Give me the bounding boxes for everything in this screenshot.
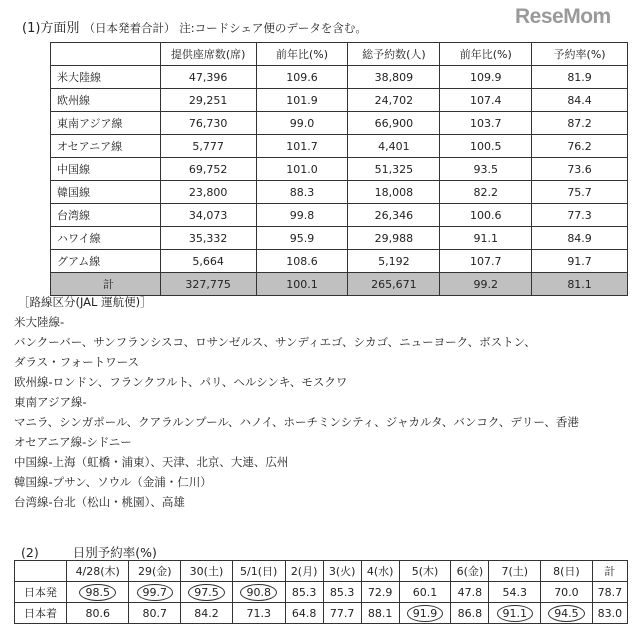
route-value-cell: 81.9 bbox=[532, 66, 628, 89]
daily-table-date-cell: 5/1(日) bbox=[232, 561, 285, 582]
daily-value: 77.7 bbox=[329, 606, 355, 620]
route-value-cell: 100.6 bbox=[440, 204, 532, 227]
route-value-cell: 29,988 bbox=[348, 227, 440, 250]
route-value-cell: 69,752 bbox=[160, 158, 256, 181]
daily-table-body bbox=[15, 582, 628, 624]
daily-value-cell bbox=[232, 582, 285, 603]
note-line: マニラ、シンガポール、クアラルンプール、ハノイ、ホーチミンシティ、ジャカルタ、バンコク、デリー、香港 bbox=[14, 415, 579, 429]
route-table-header-cell: 提供座席数(席) bbox=[160, 43, 256, 66]
route-value-cell: 99.8 bbox=[256, 204, 348, 227]
route-name-cell: グアム線 bbox=[51, 250, 161, 273]
route-value-cell: 93.5 bbox=[440, 158, 532, 181]
route-value-cell: 35,332 bbox=[160, 227, 256, 250]
route-value-cell: 107.4 bbox=[440, 89, 532, 112]
route-name-cell: 韓国線 bbox=[51, 181, 161, 204]
route-value-cell: 100.5 bbox=[440, 135, 532, 158]
daily-value: 72.9 bbox=[367, 585, 393, 599]
daily-value-cell bbox=[489, 603, 541, 624]
daily-table-date-cell: 30(土) bbox=[181, 561, 233, 582]
route-value-cell: 101.7 bbox=[256, 135, 348, 158]
route-value-cell: 24,702 bbox=[348, 89, 440, 112]
circled-value: 97.5 bbox=[188, 584, 225, 601]
route-value-cell: 77.3 bbox=[532, 204, 628, 227]
daily-value-cell bbox=[232, 603, 285, 624]
daily-table-row bbox=[15, 603, 628, 624]
total-value-cell: 99.2 bbox=[440, 273, 532, 296]
daily-value-cell bbox=[285, 582, 323, 603]
daily-value: 64.8 bbox=[291, 606, 317, 620]
route-table bbox=[50, 42, 628, 296]
route-value-cell: 5,777 bbox=[160, 135, 256, 158]
route-value-cell: 84.9 bbox=[532, 227, 628, 250]
daily-value-cell bbox=[489, 582, 541, 603]
daily-row-label: 日本着 bbox=[15, 603, 67, 624]
route-value-cell: 103.7 bbox=[440, 112, 532, 135]
note-line: オセアニア線-シドニー bbox=[14, 435, 132, 449]
daily-table-header-row bbox=[15, 561, 628, 582]
daily-value-cell bbox=[399, 582, 451, 603]
daily-value: 86.8 bbox=[457, 606, 483, 620]
daily-value-cell bbox=[361, 582, 399, 603]
circled-value: 98.5 bbox=[79, 584, 116, 601]
route-name-cell: 台湾線 bbox=[51, 204, 161, 227]
route-name-cell: 欧州線 bbox=[51, 89, 161, 112]
daily-value-cell bbox=[67, 582, 129, 603]
daily-value-cell bbox=[451, 582, 489, 603]
route-table-row bbox=[51, 89, 628, 112]
route-value-cell: 101.0 bbox=[256, 158, 348, 181]
route-table-header-cell: 前年比(%) bbox=[440, 43, 532, 66]
route-table-header-row bbox=[51, 43, 628, 66]
daily-value: 85.3 bbox=[291, 585, 317, 599]
route-value-cell: 51,325 bbox=[348, 158, 440, 181]
daily-value-cell bbox=[181, 582, 233, 603]
route-value-cell: 99.0 bbox=[256, 112, 348, 135]
daily-value: 60.1 bbox=[412, 585, 438, 599]
section1-heading: (1)方面別 bbox=[22, 21, 80, 36]
note-line: 東南アジア線- bbox=[14, 395, 87, 409]
circled-value: 94.5 bbox=[548, 605, 585, 622]
section1-subtitle: （日本発着合計） 注:コードシェア便のデータを含む。 bbox=[83, 21, 367, 35]
daily-value: 83.0 bbox=[597, 606, 623, 620]
route-value-cell: 38,809 bbox=[348, 66, 440, 89]
route-value-cell: 5,664 bbox=[160, 250, 256, 273]
daily-table-date-cell: 4/28(木) bbox=[67, 561, 129, 582]
daily-table-date-cell: 6(金) bbox=[451, 561, 489, 582]
route-table-row bbox=[51, 250, 628, 273]
route-table-row bbox=[51, 66, 628, 89]
route-value-cell: 84.4 bbox=[532, 89, 628, 112]
daily-table-date-cell: 3(火) bbox=[323, 561, 361, 582]
daily-value-cell bbox=[592, 582, 627, 603]
route-table-header-cell bbox=[51, 43, 161, 66]
circled-value: 91.1 bbox=[497, 605, 534, 622]
note-line: 台湾線-台北（松山・桃園）、高雄 bbox=[14, 495, 185, 509]
total-value-cell: 265,671 bbox=[348, 273, 440, 296]
circled-value: 91.9 bbox=[407, 605, 444, 622]
daily-value: 70.0 bbox=[554, 585, 579, 599]
route-value-cell: 26,346 bbox=[348, 204, 440, 227]
daily-value-cell bbox=[541, 603, 593, 624]
circled-value: 90.8 bbox=[240, 584, 277, 601]
daily-value: 47.8 bbox=[457, 585, 483, 599]
route-value-cell: 109.6 bbox=[256, 66, 348, 89]
daily-value-cell bbox=[181, 603, 233, 624]
daily-value-cell bbox=[129, 603, 181, 624]
route-value-cell: 4,401 bbox=[348, 135, 440, 158]
daily-value-cell bbox=[323, 603, 361, 624]
route-value-cell: 109.9 bbox=[440, 66, 532, 89]
route-table-row bbox=[51, 181, 628, 204]
daily-table-row bbox=[15, 582, 628, 603]
daily-table-date-cell: 5(木) bbox=[399, 561, 451, 582]
note-line: ダラス・フォートワース bbox=[14, 355, 140, 369]
daily-value-cell bbox=[361, 603, 399, 624]
note-line: 韓国線-プサン、ソウル（金浦・仁川） bbox=[14, 475, 212, 489]
route-value-cell: 76.2 bbox=[532, 135, 628, 158]
route-table-header-cell: 前年比(%) bbox=[256, 43, 348, 66]
note-line: ［路線区分(JAL 運航便)］ bbox=[18, 295, 152, 309]
route-value-cell: 75.7 bbox=[532, 181, 628, 204]
daily-value: 84.2 bbox=[194, 606, 219, 620]
route-value-cell: 23,800 bbox=[160, 181, 256, 204]
daily-value-cell bbox=[129, 582, 181, 603]
daily-table-date-cell: 4(水) bbox=[361, 561, 399, 582]
route-table-row bbox=[51, 227, 628, 250]
route-table-body bbox=[51, 66, 628, 296]
route-value-cell: 18,008 bbox=[348, 181, 440, 204]
daily-value: 71.3 bbox=[246, 606, 271, 620]
route-table-header-cell: 予約率(%) bbox=[532, 43, 628, 66]
route-value-cell: 108.6 bbox=[256, 250, 348, 273]
section2-number: (2) bbox=[21, 545, 39, 560]
daily-value: 80.6 bbox=[85, 606, 110, 620]
section2-heading: 日別予約率(%) bbox=[72, 545, 157, 560]
daily-value-cell bbox=[323, 582, 361, 603]
daily-table-date-cell: 7(土) bbox=[489, 561, 541, 582]
resemom-logo: ReseMom bbox=[515, 5, 611, 28]
route-table-header-cell: 総予約数(人) bbox=[348, 43, 440, 66]
route-value-cell: 91.7 bbox=[532, 250, 628, 273]
total-value-cell: 327,775 bbox=[160, 273, 256, 296]
route-value-cell: 34,073 bbox=[160, 204, 256, 227]
daily-value-cell bbox=[399, 603, 451, 624]
route-value-cell: 76,730 bbox=[160, 112, 256, 135]
daily-value: 78.7 bbox=[597, 585, 623, 599]
route-value-cell: 87.2 bbox=[532, 112, 628, 135]
route-table-row bbox=[51, 204, 628, 227]
route-name-cell: ハワイ線 bbox=[51, 227, 161, 250]
daily-table-date-cell: 29(金) bbox=[129, 561, 181, 582]
section2-title bbox=[21, 543, 157, 561]
daily-value: 54.3 bbox=[502, 585, 527, 599]
section1-title bbox=[22, 17, 367, 36]
note-line: バンクーバー、サンフランシスコ、ロサンゼルス、サンディエゴ、シカゴ、ニューヨーク、ボストン、 bbox=[14, 335, 536, 349]
daily-value-cell bbox=[541, 582, 593, 603]
route-value-cell: 82.2 bbox=[440, 181, 532, 204]
daily-table-corner bbox=[15, 561, 67, 582]
route-value-cell: 91.1 bbox=[440, 227, 532, 250]
total-label-cell: 計 bbox=[51, 273, 161, 296]
route-value-cell: 88.3 bbox=[256, 181, 348, 204]
daily-value-cell bbox=[67, 603, 129, 624]
circled-value: 99.7 bbox=[137, 584, 174, 601]
route-value-cell: 101.9 bbox=[256, 89, 348, 112]
daily-table-date-cell: 8(日) bbox=[541, 561, 593, 582]
route-value-cell: 95.9 bbox=[256, 227, 348, 250]
route-value-cell: 29,251 bbox=[160, 89, 256, 112]
daily-table-date-cell: 2(月) bbox=[285, 561, 323, 582]
daily-value: 88.1 bbox=[367, 606, 393, 620]
daily-value: 85.3 bbox=[329, 585, 355, 599]
daily-table bbox=[14, 560, 628, 624]
note-line: 中国線-上海（虹橋・浦東）、天津、北京、大連、広州 bbox=[14, 455, 289, 469]
daily-value-cell bbox=[451, 603, 489, 624]
note-line: 欧州線-ロンドン、フランクフルト、パリ、ヘルシンキ、モスクワ bbox=[14, 375, 348, 389]
route-value-cell: 47,396 bbox=[160, 66, 256, 89]
total-value-cell: 100.1 bbox=[256, 273, 348, 296]
route-table-row bbox=[51, 112, 628, 135]
daily-value-cell bbox=[285, 603, 323, 624]
daily-table-date-cell: 計 bbox=[592, 561, 627, 582]
daily-row-label: 日本発 bbox=[15, 582, 67, 603]
route-table-row bbox=[51, 158, 628, 181]
route-notes bbox=[14, 292, 579, 512]
route-value-cell: 73.6 bbox=[532, 158, 628, 181]
route-value-cell: 5,192 bbox=[348, 250, 440, 273]
total-value-cell: 81.1 bbox=[532, 273, 628, 296]
route-name-cell: 東南アジア線 bbox=[51, 112, 161, 135]
route-table-row bbox=[51, 135, 628, 158]
route-value-cell: 107.7 bbox=[440, 250, 532, 273]
route-name-cell: 中国線 bbox=[51, 158, 161, 181]
note-line: 米大陸線- bbox=[14, 315, 65, 329]
route-name-cell: 米大陸線 bbox=[51, 66, 161, 89]
daily-value-cell bbox=[592, 603, 627, 624]
daily-value: 80.7 bbox=[142, 606, 168, 620]
route-value-cell: 66,900 bbox=[348, 112, 440, 135]
route-name-cell: オセアニア線 bbox=[51, 135, 161, 158]
